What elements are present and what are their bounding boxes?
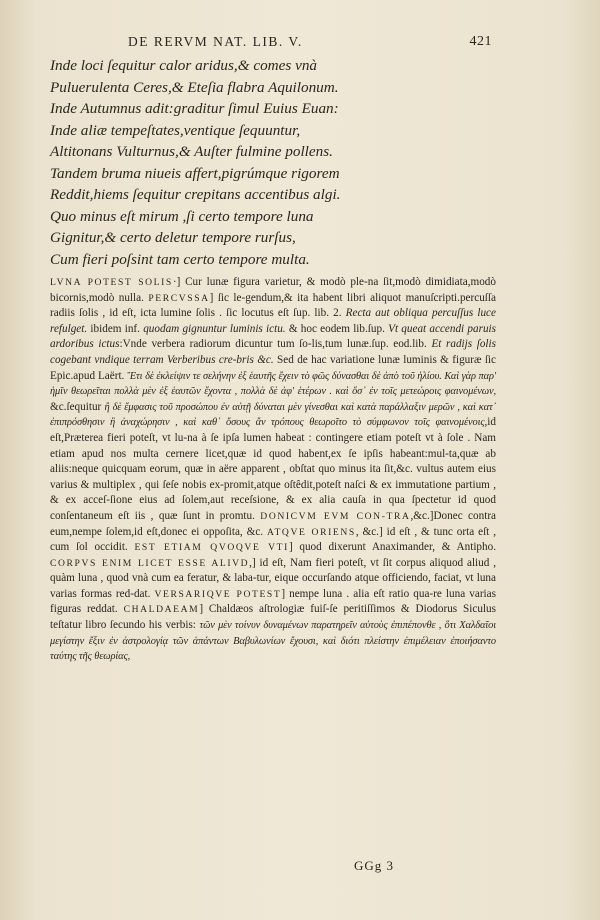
gloss-text: & hoc eodem lib.ſup. — [285, 322, 389, 335]
gloss-text: ·] Cur lunæ figura varietur, & modò ple-na ſit,modò dimidiata,modò bicornis,modò nulla. — [50, 276, 496, 304]
gloss-text: ,&c.]Donec contra eum,nempe ſolem,id eſt,donec ei oppoſita, &c. — [50, 509, 497, 538]
verse-line: Altitonans Vulturnus,& Auſter fulmine pollens. — [50, 143, 333, 160]
gloss-text: ] quod dixerunt Anaximander, & Antipho. — [288, 541, 497, 554]
verse-line: Inde loci ſequitur calor aridus,& comes vnà — [50, 57, 318, 74]
verse-line: Inde Autumnus adit:graditur ſimul Euius Euan: — [50, 100, 339, 117]
lemma: EST ETIAM QVOQVE VTI — [134, 542, 289, 554]
verse-line: Gignitur,& certo deletur tempore rurſus, — [50, 229, 296, 246]
gloss-text: ] nempe luna . alia eſt ratio qua-re luna varias figuras reddat. — [50, 587, 496, 616]
gloss-text: ] Chaldæos aſtrologiæ fuiſ-ſe peritiſſimos & Diodorus Siculus teſtatur libro ſecundo his verbis: — [50, 603, 496, 632]
quotation: Vt queat accendi paruis ardoribus ictus — [50, 322, 496, 351]
verse-block — [50, 55, 410, 270]
commentary-paragraph — [50, 275, 496, 665]
greek-quotation: ἢ δὲ ἔμφασις τοῦ προσώπου ἐν αὐτῇ δύναται μὲν γίνεσθαι καὶ κατὰ παράλλαξιν μερῶν , καὶ κατ᾽ ἐπιπρόσθησιν ἢ ἀναχώρησιν , καὶ καθ᾽ ὅσους ἄν τρόπους θεωροῖτο τὸ σύμφωνον τοῖς φαινομένοις — [50, 401, 497, 429]
quotation: Et radijs ſolis cogebant vndique terram Verberibus cre-bris &c. — [50, 338, 497, 366]
gloss-text: ,] id eſt, Nam fieri poteſt, vt ſit corpus aliquod aliud , quàm luna , quod vnà cum ea feratur, & laba-tur, eique occurſando atque officiendo, faciat, vt luna varias formas red-dat. — [50, 556, 497, 600]
verse-line: Cum fieri poſsint tam certo tempore multa. — [50, 250, 310, 268]
gloss-text: :Vnde verbera radiorum dicuntur tum ſo-lis,tum lunæ.ſup. eod.lib. — [119, 338, 432, 351]
verse-line: Puluerulenta Ceres,& Eteſia flabra Aquilonum. — [50, 78, 339, 96]
lemma: PERCVSSA — [148, 292, 210, 304]
quotation: quodam gignuntur luminis ictu. — [143, 322, 286, 335]
lemma: ATQVE ORIENS — [267, 526, 356, 538]
signature-mark: GGg 3 — [354, 858, 395, 873]
commentary-block — [50, 275, 496, 665]
lemma: LVNA POTEST SOLIS — [50, 277, 173, 288]
verse-line: Tandem bruma niueis affert,pigrúmque rigorem — [50, 164, 340, 182]
verse-line: Inde aliæ tempeſtates,ventique ſequuntur, — [50, 121, 301, 139]
greek-quotation: τῶν μὲν τοίνυν δυναμένων παρατηρεῖν αὐτοὺς ἐπιπέπονθε , ὅτι Χαλδαῖοι μεγίστην ἔξιν ἐν ἀστρολογίᾳ τῶν ἁπάντων Βαβυλωνίων ἔχουσι, καὶ διότι πλείστην ἐπιμέλειαν ἐποιήσαντο ταύτης τῆς θεωρίας, — [50, 620, 496, 663]
verse-line: Reddit,hiems ſequitur crepitans accentibus algi. — [50, 186, 341, 203]
gloss-text: &c.ſequitur — [50, 400, 105, 413]
gloss-text: ibidem inf. — [87, 322, 144, 335]
lemma: CHALDAEAM — [123, 604, 200, 616]
gloss-text: , &c.] id eſt , & tunc orta eſt , cum ſol occidit. — [50, 525, 496, 554]
verse-line: Quo minus eſt mirum ,ſi certo tempore luna — [50, 207, 314, 225]
gloss-text: Sed de hac variatione lunæ luminis & figuræ ſic Epic.apud Laërt. — [50, 353, 496, 382]
lemma: VERSARIQVE POTEST — [154, 588, 282, 600]
quotation: Recta aut obliqua percuſſus luce refulget. — [50, 307, 496, 335]
gloss-text: ,id eſt,Præterea fieri poteſt, vt lu-na à ſe ipſa lumen habeat : contingere etiam poteſt vt à ſole . Nam etiam apud nos multa cernere licet,quæ id quod habent,ex ſe ipſis habeant:mul-ta,quæ ab aliis:neque quicquam eorum, quæ in aëre apparent , obſtat quo minus ita ſit,&c. vultus autem eius varius & multiplex , qui ſeſe nobis ex-promit,atque oſtêdit,poteſt naſci & ex immutatione partium , & ex acceſ-ſione eius ad ſolem,aut receſsione, & ex alia cauſa in qua ſpectetur id quod conſentaneum eſt iis , quæ ſunt in promtu. — [50, 416, 496, 522]
page-number: 421 — [469, 34, 492, 49]
gloss-text: ] ſic le-gendum,& ita habent libri aliquot manuſcripti.percuſſa radiis ſolis , id eſt, icta lumine ſolis . ſic locutus eſt ſup. lib. 2. — [50, 291, 496, 320]
running-title: DE RERVM NAT. LIB. V. — [128, 34, 303, 49]
greek-quotation: Ἔτι δὲ ἐκλείψιν τε σελήνην ἐξ ἑαυτῆς ἔχειν τὸ φῶς δύνασθαι δὲ ἀπὸ τοῦ ἡλίου. Καὶ γὰρ παρ' ἡμῖν θεωρεῖται πολλὰ μὲν ἐξ ἑαυτῶν ἔχοντα , πολλὰ δὲ ἀφ' ἑτέρων . καὶ ὅσ᾽ ἐν τοῖς μετεώροις φαινομένων, — [50, 370, 496, 398]
lemma: DONICVM EVM CON-TRA — [260, 510, 411, 522]
lemma: CORPVS ENIM LICET ESSE ALIVD — [50, 557, 250, 569]
